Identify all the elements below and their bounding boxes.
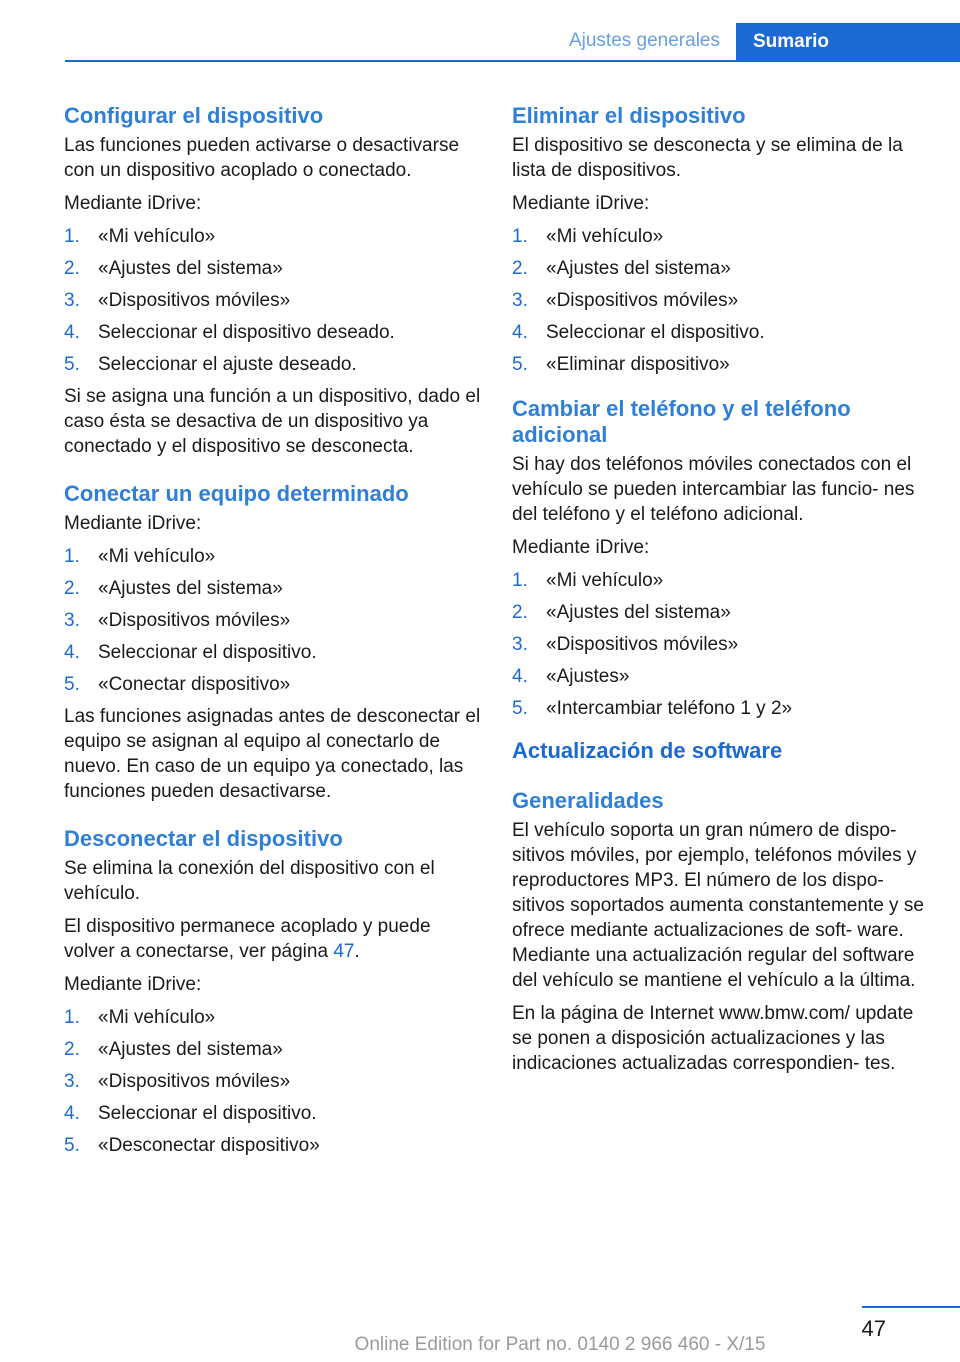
list-item: 3. «Dispositivos móviles» — [512, 634, 739, 655]
paragraph: Si hay dos teléfonos móviles conectados con el vehículo se pueden intercambiar las funcio‐ nes del teléfono y el teléfono adicional. — [512, 454, 915, 525]
paragraph: Las funciones pueden activarse o desactivarse con un dispositivo acoplado o conectado. — [64, 135, 460, 181]
list-item: 2. «Ajustes del sistema» — [64, 578, 283, 599]
section-title: Desconectar el dispositivo — [64, 826, 343, 851]
list-item: 3. «Dispositivos móviles» — [64, 290, 291, 311]
paragraph: Se elimina la conexión del dispositivo con el vehículo. — [64, 858, 435, 904]
list-item: 1. «Mi vehículo» — [64, 226, 216, 247]
list-item: 5. «Desconectar dispositivo» — [64, 1135, 320, 1156]
header-tab-label: Sumario — [753, 31, 830, 52]
steps-list — [64, 1005, 484, 1165]
paragraph: Mediante iDrive: — [64, 974, 202, 995]
list-item: 4. Seleccionar el dispositivo. — [512, 322, 765, 343]
paragraph: En la página de Internet www.bmw.com/ update se ponen a disposición actualizaciones y las indicaciones actualizadas correspondien‐ tes. — [512, 1003, 914, 1074]
list-item: 4. Seleccionar el dispositivo. — [64, 1103, 317, 1124]
right-column — [512, 103, 930, 1076]
paragraph: Mediante iDrive: — [512, 193, 650, 214]
list-item: 1. «Mi vehículo» — [64, 546, 216, 567]
header-section-title: Ajustes generales — [568, 30, 720, 51]
list-item: 1. «Mi vehículo» — [64, 1007, 216, 1028]
section-title: Generalidades — [512, 788, 664, 813]
list-item: 2. «Ajustes del sistema» — [512, 602, 731, 623]
list-item: 1. «Mi vehículo» — [512, 226, 664, 247]
list-item: 5. «Eliminar dispositivo» — [512, 354, 730, 375]
list-item: 1. «Mi vehículo» — [512, 570, 664, 591]
header-rule — [65, 60, 960, 62]
list-item: 3. «Dispositivos móviles» — [64, 1071, 291, 1092]
paragraph: Si se asigna una función a un dispositivo, dado el caso ésta se desactiva de un dispositivo ya conectado y el dispositivo se desconecta. — [64, 386, 481, 457]
paragraph: Mediante iDrive: — [64, 193, 202, 214]
footer-rule — [862, 1306, 960, 1308]
list-item: 2. «Ajustes del sistema» — [64, 1039, 283, 1060]
chapter-title: Actualización de software — [512, 738, 783, 763]
steps-list — [512, 568, 930, 728]
page-link[interactable]: 47 — [333, 941, 355, 962]
section-title: Configurar el dispositivo — [64, 103, 324, 128]
steps-list — [64, 544, 484, 704]
list-item: 4. Seleccionar el dispositivo. — [64, 642, 317, 663]
paragraph: El dispositivo se desconecta y se elimina de la lista de dispositivos. — [512, 135, 903, 181]
list-item: 2. «Ajustes del sistema» — [64, 258, 283, 279]
steps-list — [512, 224, 930, 384]
page-number: 47 — [861, 1316, 886, 1341]
list-item: 5. «Intercambiar teléfono 1 y 2» — [512, 698, 793, 719]
paragraph: Las funciones asignadas antes de desconectar el equipo se asignan al equipo al conectarlo de nuevo. En caso de un equipo ya conectado, las funciones pueden desactivarse. — [64, 706, 481, 802]
paragraph: Mediante iDrive: — [64, 513, 202, 534]
list-item: 4. Seleccionar el dispositivo deseado. — [64, 322, 395, 343]
list-item: 3. «Dispositivos móviles» — [64, 610, 291, 631]
section-title: Cambiar el teléfono y el teléfono adicional — [512, 396, 851, 447]
paragraph: El vehículo soporta un gran número de dispo‐ sitivos móviles, por ejemplo, teléfonos móviles y reproductores MP3. El número de los dispo‐ sitivos soportados aumenta constantemente y se ofrece mediante actualizaciones de soft‐ ware. Mediante una actualización regular del software del vehículo se mantiene el vehículo a la última. — [512, 820, 924, 991]
section-title: Eliminar el dispositivo — [512, 103, 746, 128]
list-item: 2. «Ajustes del sistema» — [512, 258, 731, 279]
left-column — [64, 103, 484, 1165]
steps-list — [64, 224, 484, 384]
footer-edition: Online Edition for Part no. 0140 2 966 460 - X/15 — [354, 1334, 766, 1355]
list-item: 4. «Ajustes» — [512, 666, 630, 687]
header-tab-sumario[interactable] — [736, 23, 960, 62]
paragraph: El dispositivo permanece acoplado y puede volver a conectarse, ver página 47. — [64, 916, 431, 962]
list-item: 5. Seleccionar el ajuste deseado. — [64, 354, 357, 375]
section-title: Conectar un equipo determinado — [64, 481, 409, 506]
list-item: 3. «Dispositivos móviles» — [512, 290, 739, 311]
paragraph: Mediante iDrive: — [512, 537, 650, 558]
list-item: 5. «Conectar dispositivo» — [64, 674, 291, 695]
